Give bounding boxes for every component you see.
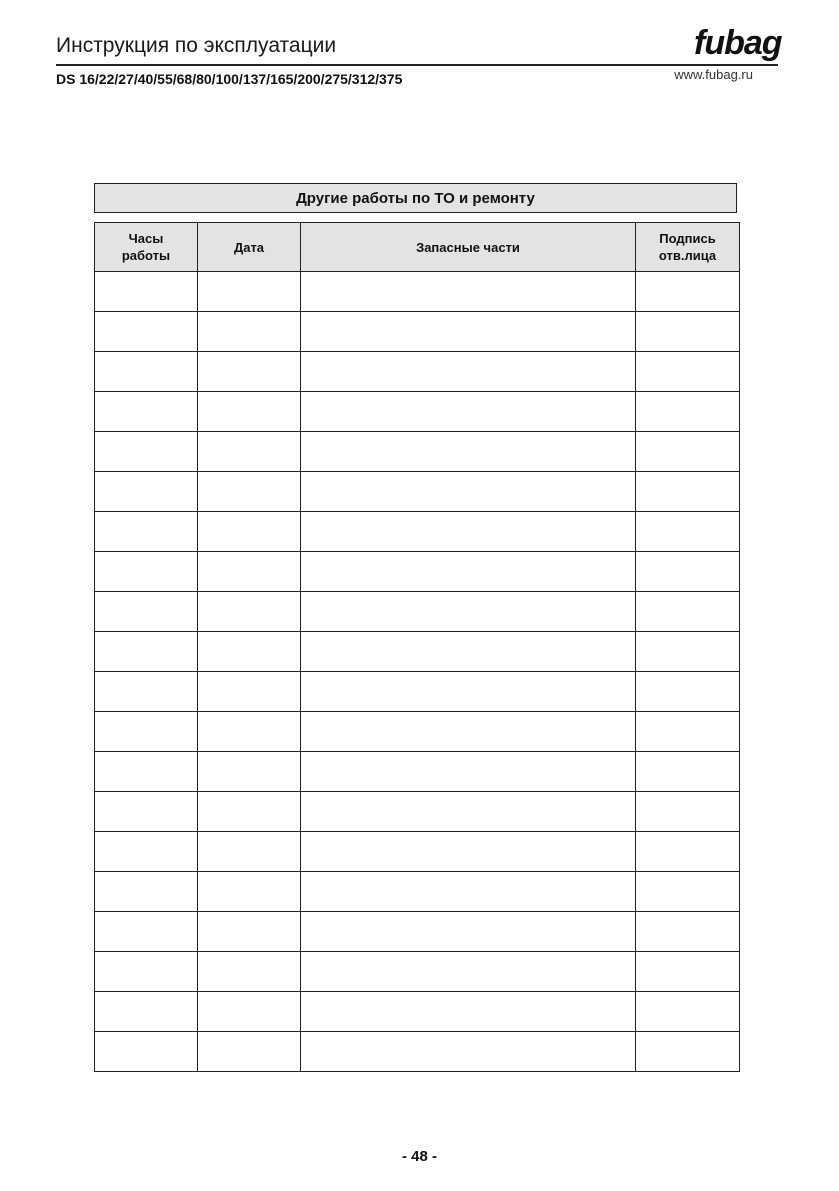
hours-cell[interactable] — [95, 952, 198, 992]
signature-cell[interactable] — [636, 432, 740, 472]
signature-cell[interactable] — [636, 672, 740, 712]
hours-cell[interactable] — [95, 632, 198, 672]
spare-parts-cell[interactable] — [301, 632, 636, 672]
signature-cell[interactable] — [636, 312, 740, 352]
signature-cell[interactable] — [636, 832, 740, 872]
date-cell[interactable] — [198, 272, 301, 312]
hours-cell[interactable] — [95, 792, 198, 832]
table-body — [95, 272, 740, 1072]
table-row — [95, 832, 740, 872]
date-cell[interactable] — [198, 792, 301, 832]
hours-cell[interactable] — [95, 752, 198, 792]
table-row — [95, 472, 740, 512]
signature-cell[interactable] — [636, 1032, 740, 1072]
hours-cell[interactable] — [95, 912, 198, 952]
column-header-hours-line1: Часы — [128, 231, 164, 246]
date-cell[interactable] — [198, 872, 301, 912]
spare-parts-cell[interactable] — [301, 872, 636, 912]
table-row — [95, 312, 740, 352]
spare-parts-cell[interactable] — [301, 272, 636, 312]
spare-parts-cell[interactable] — [301, 672, 636, 712]
table-row — [95, 992, 740, 1032]
section-title: Другие работы по ТО и ремонту — [94, 183, 737, 213]
column-header-signature-line2: отв.лица — [658, 248, 717, 263]
signature-cell[interactable] — [636, 992, 740, 1032]
table-row — [95, 1032, 740, 1072]
spare-parts-cell[interactable] — [301, 352, 636, 392]
spare-parts-cell[interactable] — [301, 392, 636, 432]
table-row — [95, 792, 740, 832]
date-cell[interactable] — [198, 352, 301, 392]
hours-cell[interactable] — [95, 1032, 198, 1072]
date-cell[interactable] — [198, 632, 301, 672]
signature-cell[interactable] — [636, 792, 740, 832]
spare-parts-cell[interactable] — [301, 992, 636, 1032]
column-header-date — [198, 223, 301, 272]
date-cell[interactable] — [198, 992, 301, 1032]
date-cell[interactable] — [198, 592, 301, 632]
column-header-date-label: Дата — [233, 239, 265, 255]
signature-cell[interactable] — [636, 552, 740, 592]
hours-cell[interactable] — [95, 992, 198, 1032]
table-row — [95, 512, 740, 552]
hours-cell[interactable] — [95, 712, 198, 752]
hours-cell[interactable] — [95, 552, 198, 592]
column-header-hours — [95, 223, 198, 272]
spare-parts-cell[interactable] — [301, 832, 636, 872]
table-row — [95, 552, 740, 592]
column-header-signature-line1: Подпись — [659, 231, 716, 246]
date-cell[interactable] — [198, 432, 301, 472]
column-header-signature — [636, 223, 740, 272]
date-cell[interactable] — [198, 1032, 301, 1072]
hours-cell[interactable] — [95, 472, 198, 512]
signature-cell[interactable] — [636, 752, 740, 792]
table-row — [95, 592, 740, 632]
document-title: Инструкция по эксплуатации — [56, 34, 337, 57]
table-row — [95, 632, 740, 672]
header-divider — [56, 64, 778, 66]
hours-cell[interactable] — [95, 832, 198, 872]
fubag-logo-icon — [692, 20, 784, 64]
hours-cell[interactable] — [95, 512, 198, 552]
page-number: - 48 - — [401, 1148, 437, 1165]
signature-cell[interactable] — [636, 872, 740, 912]
table-row — [95, 952, 740, 992]
date-cell[interactable] — [198, 472, 301, 512]
date-cell[interactable] — [198, 712, 301, 752]
column-header-spare-parts-label: Запасные части — [416, 239, 520, 255]
hours-cell[interactable] — [95, 432, 198, 472]
spare-parts-cell[interactable] — [301, 312, 636, 352]
spare-parts-cell[interactable] — [301, 712, 636, 752]
hours-cell[interactable] — [95, 392, 198, 432]
date-cell[interactable] — [198, 912, 301, 952]
signature-cell[interactable] — [636, 272, 740, 312]
signature-cell[interactable] — [636, 392, 740, 432]
spare-parts-cell[interactable] — [301, 512, 636, 552]
table-row — [95, 672, 740, 712]
signature-cell[interactable] — [636, 632, 740, 672]
date-cell[interactable] — [198, 552, 301, 592]
model-list: DS 16/22/27/40/55/68/80/100/137/165/200/275/312/375 — [56, 71, 403, 87]
table-row — [95, 712, 740, 752]
signature-cell[interactable] — [636, 352, 740, 392]
svg-text:fubag: fubag — [694, 24, 782, 62]
date-cell[interactable] — [198, 312, 301, 352]
maintenance-log-table — [94, 222, 740, 1072]
date-cell[interactable] — [198, 752, 301, 792]
column-header-spare-parts — [301, 223, 636, 272]
table-header-row — [95, 223, 740, 272]
column-header-hours-line2: работы — [121, 248, 171, 263]
signature-cell[interactable] — [636, 952, 740, 992]
table-row — [95, 872, 740, 912]
hours-cell[interactable] — [95, 272, 198, 312]
date-cell[interactable] — [198, 952, 301, 992]
spare-parts-cell[interactable] — [301, 792, 636, 832]
brand-logo — [692, 20, 784, 64]
date-cell[interactable] — [198, 512, 301, 552]
hours-cell[interactable] — [95, 592, 198, 632]
signature-cell[interactable] — [636, 912, 740, 952]
hours-cell[interactable] — [95, 672, 198, 712]
table-row — [95, 352, 740, 392]
signature-cell[interactable] — [636, 592, 740, 632]
table-row — [95, 432, 740, 472]
hours-cell[interactable] — [95, 312, 198, 352]
website-url: www.fubag.ru — [674, 67, 753, 82]
spare-parts-cell[interactable] — [301, 912, 636, 952]
table-row — [95, 272, 740, 312]
hours-cell[interactable] — [95, 352, 198, 392]
spare-parts-cell[interactable] — [301, 752, 636, 792]
table-row — [95, 392, 740, 432]
hours-cell[interactable] — [95, 872, 198, 912]
signature-cell[interactable] — [636, 512, 740, 552]
date-cell[interactable] — [198, 832, 301, 872]
date-cell[interactable] — [198, 672, 301, 712]
table-row — [95, 752, 740, 792]
spare-parts-cell[interactable] — [301, 592, 636, 632]
signature-cell[interactable] — [636, 712, 740, 752]
spare-parts-cell[interactable] — [301, 952, 636, 992]
date-cell[interactable] — [198, 392, 301, 432]
spare-parts-cell[interactable] — [301, 432, 636, 472]
signature-cell[interactable] — [636, 472, 740, 512]
spare-parts-cell[interactable] — [301, 552, 636, 592]
table-row — [95, 912, 740, 952]
spare-parts-cell[interactable] — [301, 1032, 636, 1072]
spare-parts-cell[interactable] — [301, 472, 636, 512]
